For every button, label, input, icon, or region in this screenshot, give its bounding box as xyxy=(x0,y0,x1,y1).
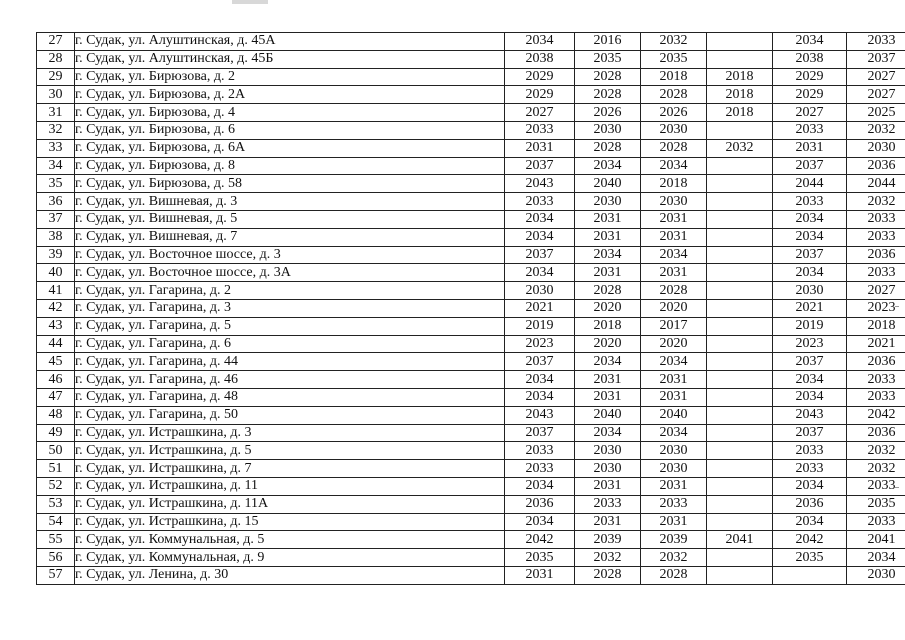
table-row xyxy=(37,157,905,175)
year-cell: 2018 xyxy=(707,104,773,122)
address-cell: г. Судак, ул. Истрашкина, д. 11А xyxy=(75,495,505,513)
year-cell: 2034 xyxy=(773,513,847,531)
year-cell: 2034 xyxy=(773,33,847,51)
year-cell: 2030 xyxy=(505,282,575,300)
address-cell: г. Судак, ул. Гагарина, д. 48 xyxy=(75,388,505,406)
year-cell: 2040 xyxy=(575,406,641,424)
year-cell: 2018 xyxy=(707,68,773,86)
address-cell: г. Судак, ул. Коммунальная, д. 9 xyxy=(75,549,505,567)
year-cell: 2031 xyxy=(641,228,707,246)
year-cell: 2031 xyxy=(641,264,707,282)
year-cell: 2023 xyxy=(773,335,847,353)
address-cell: г. Судак, ул. Вишневая, д. 7 xyxy=(75,228,505,246)
table-row xyxy=(37,460,905,478)
year-cell: 2040 xyxy=(575,175,641,193)
year-cell xyxy=(707,157,773,175)
year-cell: 2031 xyxy=(641,388,707,406)
year-cell xyxy=(707,549,773,567)
year-cell xyxy=(707,121,773,139)
year-cell: 2020 xyxy=(641,335,707,353)
year-cell: 2033 xyxy=(847,513,905,531)
address-cell: г. Судак, ул. Гагарина, д. 44 xyxy=(75,353,505,371)
year-cell: 2039 xyxy=(641,531,707,549)
year-cell: 2031 xyxy=(641,477,707,495)
row-number: 55 xyxy=(37,531,75,549)
address-cell: г. Судак, ул. Истрашкина, д. 7 xyxy=(75,460,505,478)
year-cell: 2041 xyxy=(847,531,905,549)
year-cell: 2018 xyxy=(641,175,707,193)
year-cell xyxy=(707,282,773,300)
year-cell: 2034 xyxy=(505,33,575,51)
year-cell: 2026 xyxy=(641,104,707,122)
year-cell: 2042 xyxy=(505,531,575,549)
year-cell: 2030 xyxy=(641,460,707,478)
year-cell: 2033 xyxy=(773,442,847,460)
year-cell: 2033 xyxy=(505,442,575,460)
year-cell: 2037 xyxy=(773,353,847,371)
year-cell xyxy=(707,299,773,317)
year-cell: 2030 xyxy=(847,566,905,584)
year-cell: 2016 xyxy=(575,33,641,51)
year-cell xyxy=(707,477,773,495)
building-schedule-table xyxy=(36,32,905,585)
year-cell: 2037 xyxy=(773,424,847,442)
row-number: 45 xyxy=(37,353,75,371)
year-cell: 2020 xyxy=(641,299,707,317)
address-cell: г. Судак, ул. Бирюзова, д. 2А xyxy=(75,86,505,104)
year-cell: 2035 xyxy=(641,50,707,68)
year-cell: 2033 xyxy=(773,193,847,211)
table-row xyxy=(37,388,905,406)
year-cell: 2044 xyxy=(773,175,847,193)
year-cell xyxy=(707,228,773,246)
year-cell: 2021 xyxy=(773,299,847,317)
year-cell: 2032 xyxy=(847,193,905,211)
year-cell: 2034 xyxy=(575,157,641,175)
address-cell: г. Судак, ул. Гагарина, д. 2 xyxy=(75,282,505,300)
table-row xyxy=(37,406,905,424)
year-cell: 2034 xyxy=(505,477,575,495)
address-cell: г. Судак, ул. Бирюзова, д. 6 xyxy=(75,121,505,139)
year-cell: 2032 xyxy=(575,549,641,567)
year-cell xyxy=(707,193,773,211)
table-row xyxy=(37,175,905,193)
year-cell xyxy=(707,50,773,68)
year-cell: 2034 xyxy=(773,210,847,228)
year-cell: 2037 xyxy=(505,157,575,175)
address-cell: г. Судак, ул. Бирюзова, д. 2 xyxy=(75,68,505,86)
table-row xyxy=(37,282,905,300)
year-cell: 2023 xyxy=(505,335,575,353)
year-cell xyxy=(707,210,773,228)
year-cell: 2033 xyxy=(773,121,847,139)
year-cell xyxy=(707,353,773,371)
table-row xyxy=(37,193,905,211)
year-cell: 2030 xyxy=(847,139,905,157)
year-cell: 2034 xyxy=(641,353,707,371)
row-number: 56 xyxy=(37,549,75,567)
year-cell: 2038 xyxy=(505,50,575,68)
year-cell: 2020 xyxy=(575,335,641,353)
table-row xyxy=(37,86,905,104)
scan-artifact xyxy=(232,0,268,4)
address-cell: г. Судак, ул. Гагарина, д. 46 xyxy=(75,371,505,389)
address-cell: г. Судак, ул. Вишневая, д. 3 xyxy=(75,193,505,211)
year-cell: 2034 xyxy=(505,513,575,531)
year-cell: 2034 xyxy=(773,371,847,389)
year-cell: 2031 xyxy=(575,388,641,406)
address-cell: г. Судак, ул. Коммунальная, д. 5 xyxy=(75,531,505,549)
year-cell xyxy=(707,371,773,389)
year-cell xyxy=(707,317,773,335)
year-cell: 2032 xyxy=(847,442,905,460)
year-cell: 2033 xyxy=(847,228,905,246)
year-cell: 2034 xyxy=(505,388,575,406)
year-cell: 2034 xyxy=(575,246,641,264)
year-cell: 2034 xyxy=(847,549,905,567)
year-cell: 2034 xyxy=(505,228,575,246)
year-cell xyxy=(707,33,773,51)
year-cell: 2028 xyxy=(575,282,641,300)
year-cell xyxy=(707,406,773,424)
year-cell: 2037 xyxy=(847,50,905,68)
year-cell: 2035 xyxy=(847,495,905,513)
year-cell xyxy=(707,442,773,460)
year-cell: 2043 xyxy=(773,406,847,424)
row-number: 39 xyxy=(37,246,75,264)
table-row xyxy=(37,121,905,139)
row-number: 28 xyxy=(37,50,75,68)
year-cell: 2033 xyxy=(505,193,575,211)
year-cell: 2027 xyxy=(505,104,575,122)
row-number: 52 xyxy=(37,477,75,495)
year-cell: 2034 xyxy=(773,264,847,282)
table-row xyxy=(37,50,905,68)
row-number: 51 xyxy=(37,460,75,478)
year-cell: 2033 xyxy=(847,388,905,406)
year-cell: 2034 xyxy=(773,228,847,246)
address-cell: г. Судак, ул. Бирюзова, д. 58 xyxy=(75,175,505,193)
year-cell: 2028 xyxy=(575,139,641,157)
row-number: 54 xyxy=(37,513,75,531)
year-cell: 2035 xyxy=(773,549,847,567)
year-cell: 2031 xyxy=(575,210,641,228)
year-cell: 2030 xyxy=(641,121,707,139)
year-cell: 2036 xyxy=(847,353,905,371)
year-cell: 2029 xyxy=(773,86,847,104)
year-cell: 2036 xyxy=(847,246,905,264)
year-cell xyxy=(707,513,773,531)
year-cell: 2033 xyxy=(847,371,905,389)
year-cell: 2033 xyxy=(847,477,905,495)
year-cell: 2028 xyxy=(641,139,707,157)
year-cell: 2039 xyxy=(575,531,641,549)
table-row xyxy=(37,531,905,549)
table-row xyxy=(37,371,905,389)
address-cell: г. Судак, ул. Гагарина, д. 3 xyxy=(75,299,505,317)
year-cell xyxy=(707,495,773,513)
year-cell: 2033 xyxy=(641,495,707,513)
address-cell: г. Судак, ул. Алуштинская, д. 45А xyxy=(75,33,505,51)
year-cell: 2028 xyxy=(575,566,641,584)
year-cell: 2034 xyxy=(505,264,575,282)
year-cell: 2031 xyxy=(505,139,575,157)
row-number: 41 xyxy=(37,282,75,300)
year-cell: 2021 xyxy=(847,335,905,353)
year-cell xyxy=(707,424,773,442)
row-number: 33 xyxy=(37,139,75,157)
address-cell: г. Судак, ул. Гагарина, д. 50 xyxy=(75,406,505,424)
year-cell: 2031 xyxy=(575,477,641,495)
address-cell: г. Судак, ул. Истрашкина, д. 3 xyxy=(75,424,505,442)
year-cell: 2018 xyxy=(707,86,773,104)
table-row xyxy=(37,104,905,122)
address-cell: г. Судак, ул. Бирюзова, д. 4 xyxy=(75,104,505,122)
row-number: 49 xyxy=(37,424,75,442)
year-cell: 2033 xyxy=(575,495,641,513)
year-cell: 2026 xyxy=(575,104,641,122)
year-cell: 2028 xyxy=(575,68,641,86)
table-row xyxy=(37,68,905,86)
year-cell: 2028 xyxy=(641,566,707,584)
year-cell: 2029 xyxy=(505,86,575,104)
year-cell: 2031 xyxy=(641,371,707,389)
year-cell: 2035 xyxy=(575,50,641,68)
year-cell xyxy=(707,566,773,584)
table-row xyxy=(37,549,905,567)
row-number: 48 xyxy=(37,406,75,424)
year-cell: 2032 xyxy=(641,549,707,567)
address-cell: г. Судак, ул. Истрашкина, д. 11 xyxy=(75,477,505,495)
address-cell: г. Судак, ул. Истрашкина, д. 5 xyxy=(75,442,505,460)
year-cell: 2025 xyxy=(847,104,905,122)
table-row xyxy=(37,442,905,460)
year-cell: 2038 xyxy=(773,50,847,68)
row-number: 37 xyxy=(37,210,75,228)
year-cell: 2033 xyxy=(847,33,905,51)
year-cell: 2034 xyxy=(641,246,707,264)
address-cell: г. Судак, ул. Бирюзова, д. 6А xyxy=(75,139,505,157)
year-cell: 2027 xyxy=(847,282,905,300)
year-cell: 2028 xyxy=(641,282,707,300)
table-row xyxy=(37,513,905,531)
address-cell: г. Судак, ул. Гагарина, д. 6 xyxy=(75,335,505,353)
year-cell: 2027 xyxy=(847,68,905,86)
year-cell xyxy=(707,335,773,353)
table-row xyxy=(37,495,905,513)
row-number: 47 xyxy=(37,388,75,406)
year-cell xyxy=(707,246,773,264)
table-row xyxy=(37,317,905,335)
year-cell: 2034 xyxy=(641,424,707,442)
table-row xyxy=(37,139,905,157)
year-cell: 2034 xyxy=(575,353,641,371)
address-cell: г. Судак, ул. Алуштинская, д. 45Б xyxy=(75,50,505,68)
year-cell: 2033 xyxy=(505,460,575,478)
year-cell: 2034 xyxy=(575,424,641,442)
address-cell: г. Судак, ул. Гагарина, д. 5 xyxy=(75,317,505,335)
year-cell: 2027 xyxy=(773,104,847,122)
year-cell: 2029 xyxy=(505,68,575,86)
year-cell: 2036 xyxy=(505,495,575,513)
table-row xyxy=(37,424,905,442)
year-cell: 2043 xyxy=(505,406,575,424)
year-cell: 2043 xyxy=(505,175,575,193)
year-cell xyxy=(707,388,773,406)
year-cell: 2032 xyxy=(847,460,905,478)
year-cell: 2037 xyxy=(505,353,575,371)
year-cell: 2042 xyxy=(847,406,905,424)
year-cell: 2036 xyxy=(847,157,905,175)
year-cell: 2031 xyxy=(641,513,707,531)
year-cell: 2031 xyxy=(505,566,575,584)
year-cell: 2031 xyxy=(773,139,847,157)
address-cell: г. Судак, ул. Восточное шоссе, д. 3А xyxy=(75,264,505,282)
year-cell: 2033 xyxy=(773,460,847,478)
address-cell: г. Судак, ул. Бирюзова, д. 8 xyxy=(75,157,505,175)
year-cell xyxy=(773,566,847,584)
year-cell: 2042 xyxy=(773,531,847,549)
year-cell: 2021 xyxy=(505,299,575,317)
year-cell: 2018 xyxy=(641,68,707,86)
table-body xyxy=(37,33,905,585)
year-cell xyxy=(707,460,773,478)
row-number: 53 xyxy=(37,495,75,513)
year-cell: 2036 xyxy=(847,424,905,442)
year-cell: 2031 xyxy=(641,210,707,228)
address-cell: г. Судак, ул. Истрашкина, д. 15 xyxy=(75,513,505,531)
row-number: 32 xyxy=(37,121,75,139)
year-cell: 2031 xyxy=(575,228,641,246)
table-row xyxy=(37,477,905,495)
row-number: 46 xyxy=(37,371,75,389)
year-cell: 2031 xyxy=(575,513,641,531)
row-number: 50 xyxy=(37,442,75,460)
year-cell: 2028 xyxy=(641,86,707,104)
row-number: 27 xyxy=(37,33,75,51)
year-cell: 2035 xyxy=(505,549,575,567)
year-cell: 2033 xyxy=(847,210,905,228)
table-row xyxy=(37,33,905,51)
year-cell: 2027 xyxy=(847,86,905,104)
row-number: 29 xyxy=(37,68,75,86)
table-row xyxy=(37,210,905,228)
year-cell: 2033 xyxy=(505,121,575,139)
table-row xyxy=(37,264,905,282)
year-cell: 2030 xyxy=(773,282,847,300)
year-cell: 2044 xyxy=(847,175,905,193)
address-cell: г. Судак, ул. Восточное шоссе, д. 3 xyxy=(75,246,505,264)
year-cell: 2031 xyxy=(575,371,641,389)
row-number: 31 xyxy=(37,104,75,122)
row-number: 38 xyxy=(37,228,75,246)
row-number: 34 xyxy=(37,157,75,175)
table-row xyxy=(37,335,905,353)
row-number: 43 xyxy=(37,317,75,335)
row-number: 30 xyxy=(37,86,75,104)
table-row xyxy=(37,353,905,371)
year-cell: 2030 xyxy=(575,460,641,478)
address-cell: г. Судак, ул. Ленина, д. 30 xyxy=(75,566,505,584)
year-cell: 2036 xyxy=(773,495,847,513)
year-cell: 2032 xyxy=(641,33,707,51)
year-cell: 2034 xyxy=(641,157,707,175)
year-cell: 2018 xyxy=(575,317,641,335)
year-cell: 2030 xyxy=(641,193,707,211)
row-number: 42 xyxy=(37,299,75,317)
year-cell: 2030 xyxy=(575,193,641,211)
year-cell: 2020 xyxy=(575,299,641,317)
year-cell: 2018 xyxy=(847,317,905,335)
row-number: 36 xyxy=(37,193,75,211)
year-cell: 2034 xyxy=(505,210,575,228)
year-cell: 2019 xyxy=(505,317,575,335)
year-cell: 2030 xyxy=(575,121,641,139)
year-cell: 2019 xyxy=(773,317,847,335)
year-cell: 2037 xyxy=(505,424,575,442)
year-cell: 2031 xyxy=(575,264,641,282)
row-number: 44 xyxy=(37,335,75,353)
year-cell: 2030 xyxy=(641,442,707,460)
year-cell: 2029 xyxy=(773,68,847,86)
year-cell: 2041 xyxy=(707,531,773,549)
table-row xyxy=(37,228,905,246)
year-cell: 2032 xyxy=(707,139,773,157)
row-number: 35 xyxy=(37,175,75,193)
year-cell: 2037 xyxy=(773,246,847,264)
year-cell: 2034 xyxy=(773,477,847,495)
table-row xyxy=(37,566,905,584)
year-cell: 2040 xyxy=(641,406,707,424)
year-cell: 2032 xyxy=(847,121,905,139)
table-row xyxy=(37,246,905,264)
year-cell: 2037 xyxy=(773,157,847,175)
year-cell: 2034 xyxy=(505,371,575,389)
address-cell: г. Судак, ул. Вишневая, д. 5 xyxy=(75,210,505,228)
year-cell: 2030 xyxy=(575,442,641,460)
year-cell xyxy=(707,264,773,282)
year-cell: 2028 xyxy=(575,86,641,104)
year-cell: 2023 xyxy=(847,299,905,317)
year-cell: 2033 xyxy=(847,264,905,282)
year-cell xyxy=(707,175,773,193)
table-row xyxy=(37,299,905,317)
year-cell: 2017 xyxy=(641,317,707,335)
year-cell: 2037 xyxy=(505,246,575,264)
row-number: 57 xyxy=(37,566,75,584)
year-cell: 2034 xyxy=(773,388,847,406)
row-number: 40 xyxy=(37,264,75,282)
